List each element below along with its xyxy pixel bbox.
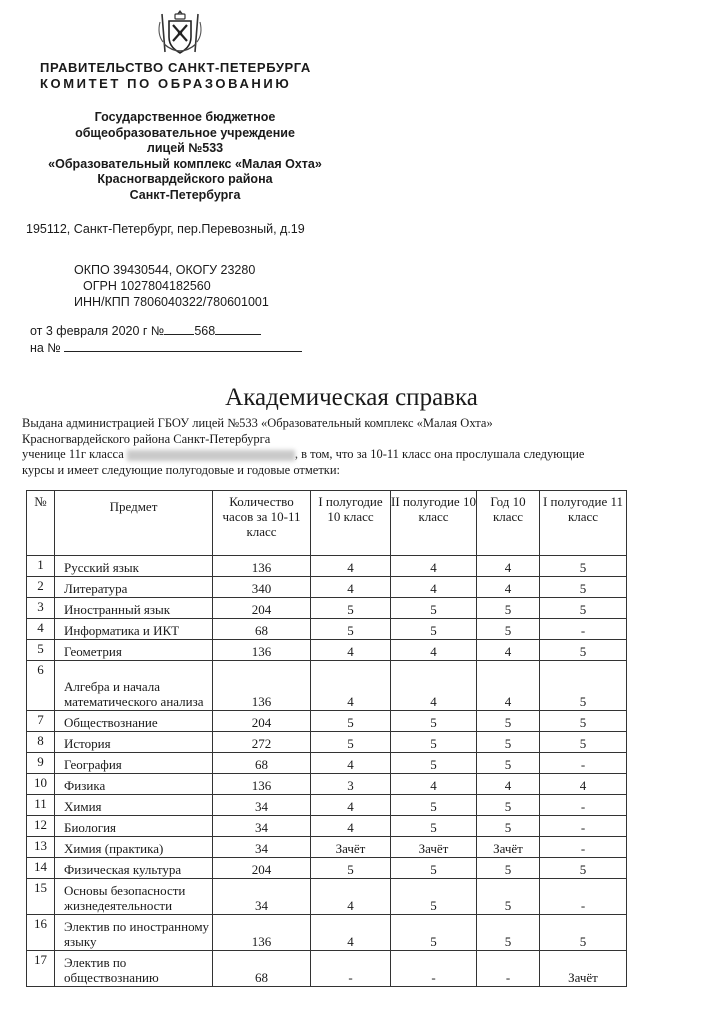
table-row: 3 Иностранный язык 204 5 5 5 5 xyxy=(27,598,627,619)
outgoing-number-value: 568 xyxy=(194,324,216,338)
table-row: 8 История 272 5 5 5 5 xyxy=(27,732,627,753)
school-address: 195112, Санкт-Петербург, пер.Перевозный, д.19 xyxy=(26,222,305,236)
intro-line-suffix: , в том, что за 10-11 класс она прослушала следующие xyxy=(294,447,585,461)
column-header-year-grade10: Год 10 класс xyxy=(477,491,540,556)
outgoing-number xyxy=(30,320,261,338)
intro-line: курсы и имеет следующие полугодовые и годовые отметки: xyxy=(22,462,341,477)
intro-line: Выдана администрацией ГБОУ лицей №533 «Образовательный комплекс «Малая Охта» xyxy=(22,416,493,430)
redacted-student-name xyxy=(127,450,295,461)
intro-line: Красногвардейского района Санкт-Петербурга xyxy=(22,431,271,446)
document-title: Академическая справка xyxy=(225,384,478,411)
table-row: 1 Русский язык 136 4 4 4 5 xyxy=(27,556,627,577)
inn-code: ИНН/КПП 7806040322/780601001 xyxy=(74,295,269,309)
table-row: 2 Литература 340 4 4 4 5 xyxy=(27,577,627,598)
table-row: 12 Биология 34 4 5 5 - xyxy=(27,816,627,837)
table-row: 10 Физика 136 3 4 4 4 xyxy=(27,774,627,795)
school-line: общеобразовательное учреждение xyxy=(75,125,295,140)
table-row: 11 Химия 34 4 5 5 - xyxy=(27,795,627,816)
incoming-number-blank xyxy=(64,337,302,352)
table-row: 7 Обществознание 204 5 5 5 5 xyxy=(27,711,627,732)
government-title: ПРАВИТЕЛЬСТВО САНКТ-ПЕТЕРБУРГА xyxy=(40,60,311,75)
school-name xyxy=(20,110,350,203)
outgoing-date: от 3 февраля 2020 г № xyxy=(30,324,165,338)
coat-of-arms-icon xyxy=(156,8,204,58)
school-line: Санкт-Петербурга xyxy=(129,187,241,202)
school-line: Государственное бюджетное xyxy=(94,110,276,124)
table-row: 14 Физическая культура 204 5 5 5 5 xyxy=(27,858,627,879)
table-row: 16 Электив по иностранному языку 136 4 5 5 5 xyxy=(27,915,627,951)
table-row: 5 Геометрия 136 4 4 4 5 xyxy=(27,640,627,661)
table-header-row xyxy=(27,491,627,556)
school-line: Красногвардейского района xyxy=(97,172,273,186)
okpo-code: ОКПО 39430544, ОКОГУ 23280 xyxy=(74,263,256,277)
ogrn-code: ОГРН 1027804182560 xyxy=(83,279,211,293)
school-line: «Образовательный комплекс «Малая Охта» xyxy=(48,156,322,171)
column-header-hours: Количество часов за 10-11 класс xyxy=(213,491,311,556)
table-row: 4 Информатика и ИКТ 68 5 5 5 - xyxy=(27,619,627,640)
column-header-term2-grade10: II полугодие 10 класс xyxy=(391,491,477,556)
table-row: 13 Химия (практика) 34 Зачёт Зачёт Зачёт - xyxy=(27,837,627,858)
intro-line xyxy=(22,447,682,463)
intro-text xyxy=(22,416,682,478)
incoming-number-label: на № xyxy=(30,341,61,355)
column-header-number: № xyxy=(27,491,55,556)
column-header-subject: Предмет xyxy=(55,491,213,556)
table-row: 15 Основы безопасности жизнедеятельности 34 4 5 5 - xyxy=(27,879,627,915)
incoming-number xyxy=(30,337,302,355)
column-header-term1-grade11: I полугодие 11 класс xyxy=(540,491,627,556)
intro-line-prefix: ученице 11г класса xyxy=(22,447,124,461)
registration-codes xyxy=(74,262,269,310)
table-row: 6 Алгебра и начала математического анализа 136 4 4 4 5 xyxy=(27,661,627,711)
column-header-term1-grade10: I полугодие 10 класс xyxy=(311,491,391,556)
committee-title: КОМИТЕТ ПО ОБРАЗОВАНИЮ xyxy=(40,76,292,91)
grades-table xyxy=(26,490,627,987)
table-row: 9 География 68 4 5 5 - xyxy=(27,753,627,774)
school-line: лицей №533 xyxy=(146,141,224,155)
table-row: 17 Электив по обществознанию 68 - - - Зачёт xyxy=(27,951,627,987)
